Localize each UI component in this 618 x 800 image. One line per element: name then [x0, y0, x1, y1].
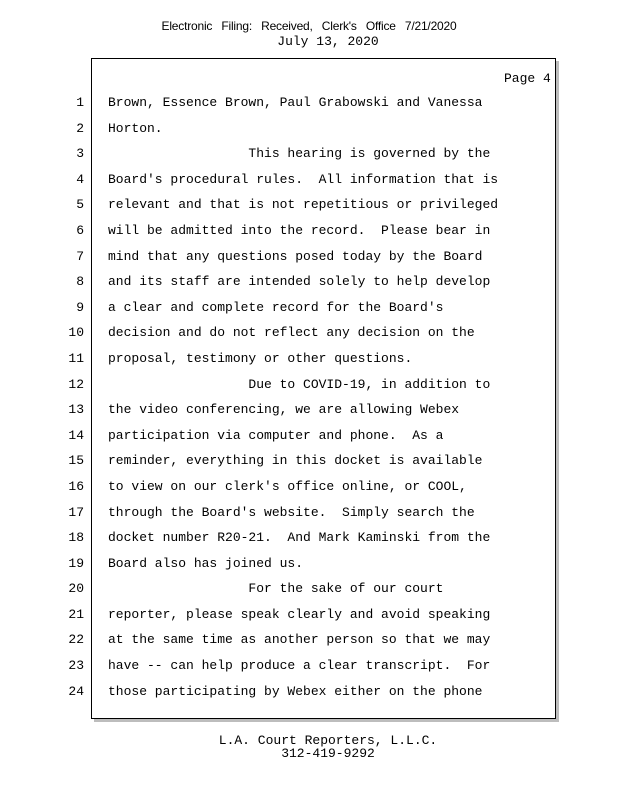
transcript-line — [60, 90, 540, 116]
line-text: Due to COVID-19, in addition to — [108, 376, 491, 392]
line-text: mind that any questions posed today by the Board — [108, 248, 483, 264]
line-number: 20 — [68, 581, 84, 597]
line-text: docket number R20-21. And Mark Kaminski from the — [108, 530, 491, 546]
line-number: 4 — [76, 171, 84, 187]
transcript-line — [60, 141, 540, 167]
line-number: 24 — [68, 683, 84, 699]
line-number: 12 — [68, 376, 84, 392]
line-number: 19 — [68, 555, 84, 571]
line-text: through the Board's website. Simply search the — [108, 504, 475, 520]
transcript-line — [60, 397, 540, 423]
header-date: July 13, 2020 — [277, 34, 379, 49]
transcript-line — [60, 218, 540, 244]
line-text: Brown, Essence Brown, Paul Grabowski and Vanessa — [108, 95, 483, 110]
line-text: will be admitted into the record. Please bear in — [108, 222, 491, 238]
line-number: 18 — [68, 530, 84, 546]
transcript-line — [60, 244, 540, 270]
line-text: proposal, testimony or other questions. — [108, 350, 413, 366]
transcript-line — [60, 474, 540, 500]
transcript-line — [60, 653, 540, 679]
transcript-line — [60, 423, 540, 449]
line-number: 10 — [68, 325, 84, 341]
line-number: 22 — [68, 632, 84, 648]
transcript-line — [60, 525, 540, 551]
footer-phone-number: 312-419-9292 — [281, 746, 375, 761]
line-text: For the sake of our court — [108, 581, 444, 597]
line-text: the video conferencing, we are allowing Webex — [108, 402, 460, 418]
line-text: those participating by Webex either on the phone — [108, 683, 483, 699]
line-text: Horton. — [108, 120, 163, 136]
line-text: decision and do not reflect any decision on the — [108, 325, 475, 341]
transcript-line — [60, 679, 540, 705]
line-text: reminder, everything in this docket is available — [108, 453, 483, 469]
line-number: 9 — [76, 299, 84, 315]
line-number: 14 — [68, 427, 84, 443]
line-number: 8 — [76, 274, 84, 290]
line-text: have -- can help produce a clear transcript. For — [108, 658, 491, 674]
line-text: This hearing is governed by the — [108, 146, 491, 162]
filing-stamp: Electronic Filing: Received, Clerk's Office 7/21/2020 — [161, 19, 457, 33]
line-text: participation via computer and phone. As a — [108, 427, 444, 443]
line-number: 3 — [76, 146, 84, 162]
transcript-line — [60, 551, 540, 577]
page-number: Page 4 — [504, 71, 551, 86]
transcript-line — [60, 167, 540, 193]
transcript-line — [60, 192, 540, 218]
line-number: 6 — [76, 222, 84, 238]
footer-reporter-name: L.A. Court Reporters, L.L.C. — [218, 733, 438, 748]
line-text: at the same time as another person so that we may — [108, 632, 491, 648]
line-number: 15 — [68, 453, 84, 469]
transcript-line — [60, 295, 540, 321]
line-text: Board's procedural rules. All information that is — [108, 171, 499, 187]
line-number: 21 — [68, 606, 84, 622]
line-text: a clear and complete record for the Board's — [108, 299, 444, 315]
line-number: 16 — [68, 478, 84, 494]
line-text: reporter, please speak clearly and avoid speaking — [108, 606, 491, 622]
transcript-lines — [60, 90, 540, 704]
line-number: 17 — [68, 504, 84, 520]
transcript-line — [60, 627, 540, 653]
transcript-line — [60, 269, 540, 295]
line-number: 5 — [76, 197, 84, 213]
transcript-line — [60, 602, 540, 628]
transcript-line — [60, 346, 540, 372]
line-text: relevant and that is not repetitious or privileged — [108, 197, 499, 213]
transcript-line — [60, 500, 540, 526]
transcript-line — [60, 372, 540, 398]
line-text: and its staff are intended solely to help develop — [108, 274, 491, 290]
line-number: 1 — [76, 95, 84, 110]
line-number: 23 — [68, 658, 84, 674]
transcript-line — [60, 320, 540, 346]
transcript-line — [60, 116, 540, 142]
line-number: 7 — [76, 248, 84, 264]
line-number: 11 — [68, 350, 84, 366]
line-number: 13 — [68, 402, 84, 418]
line-number: 2 — [76, 120, 84, 136]
line-text: to view on our clerk's office online, or COOL, — [108, 478, 467, 494]
line-text: Board also has joined us. — [108, 555, 304, 571]
transcript-line — [60, 448, 540, 474]
transcript-line — [60, 576, 540, 602]
